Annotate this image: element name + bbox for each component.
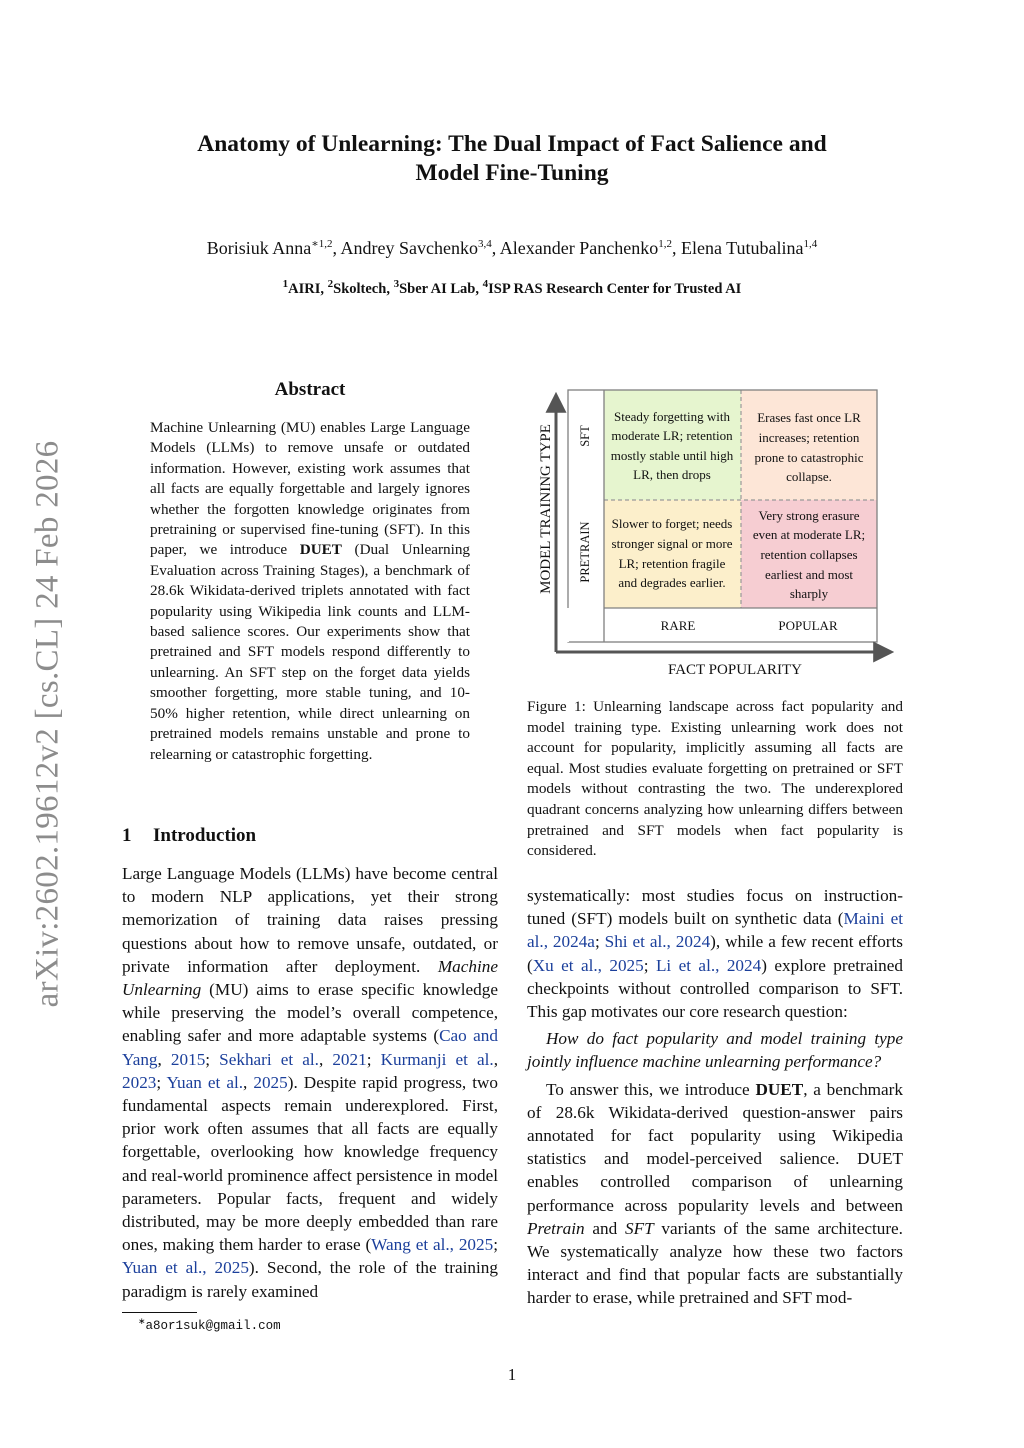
author-name: Andrey Savchenko	[340, 238, 478, 258]
citation-link[interactable]: Sekhari et al.	[219, 1049, 319, 1069]
citation-link[interactable]: Shi et al., 2024	[604, 932, 711, 952]
svg-text:LR, then drops: LR, then drops	[633, 467, 711, 482]
quadrant-sft-rare	[604, 390, 741, 500]
svg-text:retention collapses: retention collapses	[760, 547, 858, 562]
svg-text:mostly stable until high: mostly stable until high	[610, 448, 734, 463]
abstract-heading: Abstract	[274, 379, 346, 400]
quadrant-diagram-svg	[530, 384, 902, 686]
author-name: Elena Tutubalina	[680, 238, 804, 258]
y-axis-label: MODEL TRAINING TYPE	[538, 424, 554, 594]
section-heading-introduction: 1 Introduction	[122, 825, 257, 846]
citation-link[interactable]: 2021	[332, 1049, 367, 1069]
svg-text:Slower to forget; needs: Slower to forget; needs	[611, 516, 733, 531]
citation-link[interactable]: Yuan et al., 2025	[122, 1258, 249, 1278]
svg-text:sharply: sharply	[789, 586, 829, 601]
svg-text:LR; retention fragile: LR; retention fragile	[618, 556, 726, 571]
citation-link[interactable]: 2025	[253, 1072, 288, 1092]
row-label-pretrain: PRETRAIN	[578, 521, 592, 583]
svg-text:moderate LR; retention: moderate LR; retention	[611, 428, 733, 443]
svg-text:Erases fast once LR: Erases fast once LR	[757, 410, 861, 425]
citation-link[interactable]: 2015	[170, 1049, 206, 1069]
x-axis-label: FACT POPULARITY	[667, 662, 803, 678]
column-label-popular: POPULAR	[778, 618, 838, 633]
citation-link[interactable]: Maini et al., 2024a	[527, 909, 903, 952]
arxiv-identifier: arXiv:2602.19612v2 [cs.CL] 24 Feb 2026	[29, 440, 66, 1008]
svg-text:stronger signal or more: stronger signal or more	[611, 536, 733, 551]
svg-text:earliest and most: earliest and most	[764, 567, 854, 582]
citation-link[interactable]: Li et al., 2024	[655, 955, 762, 975]
citation-link[interactable]: Wang et al., 2025	[371, 1235, 494, 1255]
author-list: Borisiuk Anna$^{∗1,2}$, Andrey Savchenko$^{3,4}$, Alexander Panchenko$^{1,2}$, Elena Tutubalina$^{1,4}$	[206, 238, 818, 258]
paragraph: systematically: most studies focus on instruction-tuned (SFT) models built on synthetic data (Maini et al., 2024a; Shi et al., 2024), while a few recent efforts (Xu et al., 2025; Li et al., 2024) explore pretrained checkpoints without controlled comparison to SFT. This gap motivates our core research question:	[527, 886, 903, 1022]
figure-1-caption: Figure 1: Unlearning landscape across fact popularity and model training type. Existing unlearning work does not account for popularity, implicitly assuming all facts are equal. Most studies evaluate forgetting on pretrained or SFT models without contrasting the two. The underexplored quadrant concerns analyzing how unlearning differs between pretrained and SFT models when fact popularity is considered.	[527, 698, 903, 860]
author-name: Borisiuk Anna	[206, 238, 312, 258]
svg-text:Steady forgetting with: Steady forgetting with	[613, 409, 731, 424]
author-name: Alexander Panchenko	[499, 238, 659, 258]
svg-text:collapse.: collapse.	[786, 469, 832, 484]
svg-text:Very strong erasure: Very strong erasure	[758, 508, 860, 523]
footnote-rule	[122, 1312, 197, 1313]
row-label-sft: SFT	[578, 425, 592, 447]
citation-link[interactable]: 2023	[122, 1072, 157, 1092]
introduction-continued	[527, 884, 903, 1310]
citation-link[interactable]: Kurmanji et al.	[380, 1049, 494, 1069]
citation-link[interactable]: Xu et al., 2025	[532, 955, 644, 975]
figure-1-quadrant-diagram	[530, 384, 902, 686]
introduction-body: Large Language Models (LLMs) have become central to modern NLP applications, yet their strong memorization of training data raises pressing questions about how to remove unsafe, outdated, or private information after deployment. Machine Unlearning (MU) aims to erase specific knowledge while preserving the model’s overall competence, enabling safer and more adaptable systems (Cao and Yang, 2015; Sekhari et al., 2021; Kurmanji et al., 2023; Yuan et al., 2025). Despite rapid progress, two fundamental aspects remain underexplored. First, prior work often assumes that all facts are equally forgettable, overlooking how knowledge frequency and real-world prominence affect persistence in model parameters. Popular facts, frequent and widely distributed, may be more deeply embedded than rare ones, making them harder to erase (Wang et al., 2025; Yuan et al., 2025). Second, the role of the training paradigm is rarely examined	[122, 864, 499, 1301]
research-question: How do fact popularity and model training type jointly influence machine unlearning performance?	[527, 1029, 903, 1072]
citation-link[interactable]: Yuan et al.	[166, 1072, 244, 1092]
paper-title: Anatomy of Unlearning: The Dual Impact of Fact Salience and Model Fine-Tuning	[197, 131, 827, 186]
svg-text:prone to catastrophic: prone to catastrophic	[754, 450, 864, 465]
page-number: 1	[507, 1365, 517, 1384]
citation-link[interactable]: Cao and Yang	[122, 1026, 498, 1069]
svg-text:even at moderate LR;: even at moderate LR;	[752, 527, 866, 542]
footnote-email: ∗a8or1suk@gmail.com	[138, 1316, 281, 1334]
svg-text:increases; retention: increases; retention	[758, 430, 860, 445]
abstract-body: Machine Unlearning (MU) enables Large Language Models (LLMs) to remove unsafe or outdated information. However, existing work assumes that all facts are equally forgettable and largely ignores whether the forgotten knowledge originates from pretraining or supervised fine-tuning (SFT). In this paper, we introduce DUET (Dual Unlearning Evaluation across Training Stages), a benchmark of 28.6k Wikidata-derived triplets annotated with fact popularity using Wikipedia link counts and LLM-based salience scores. Our experiments show that pretrained and SFT models respond differently to unlearning. An SFT step on the forget data yields smoother forgetting, more stable tuning, and 10-50% higher retention, while direct unlearning on pretrained models remains unstable and prone to relearning or catastrophic forgetting.	[150, 419, 471, 763]
paragraph: To answer this, we introduce DUET, a benchmark of 28.6k Wikidata-derived question-answer pairs annotated for fact popularity using Wikipedia statistics and model-perceived salience. DUET enables controlled comparison of unlearning performance across popularity levels and between Pretrain and SFT variants of the same architecture. We systematically analyze how these two factors interact and find that popular facts are substantially harder to erase, while pretrained and SFT mod-	[527, 1079, 903, 1308]
column-label-rare: RARE	[660, 618, 696, 633]
affiliations: $^1$AIRI, $^2$Skoltech, $^3$Sber AI Lab, $^4$ISP RAS Research Center for Trusted AI	[282, 278, 742, 297]
svg-text:and degrades earlier.: and degrades earlier.	[618, 575, 726, 590]
